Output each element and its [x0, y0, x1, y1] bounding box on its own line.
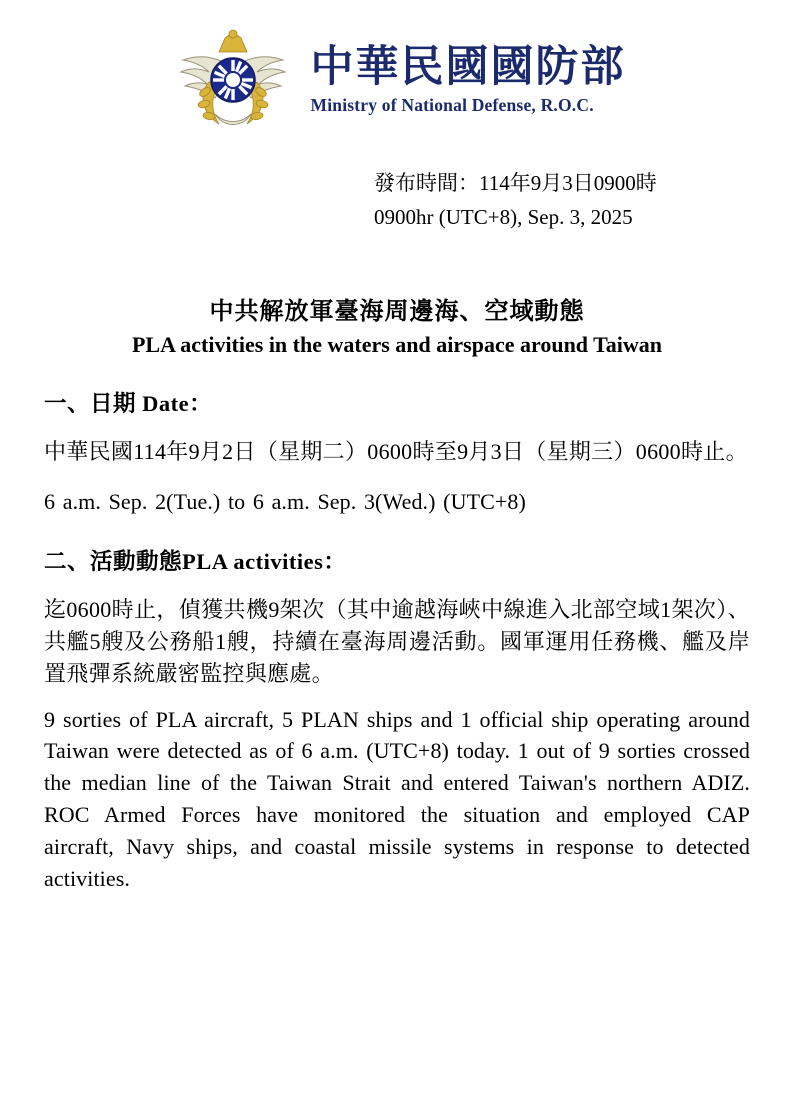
section-activities: [44, 544, 750, 895]
ministry-name-zh: 中華民國國防部: [310, 43, 626, 91]
masthead: [44, 0, 750, 136]
section-date-heading: 一、日期 Date：: [44, 391, 213, 417]
page-title: [44, 296, 750, 360]
release-time-block: [44, 166, 750, 234]
section-date: [44, 386, 750, 518]
page-title-zh: 中共解放軍臺海周邊海、空域動態: [209, 299, 585, 326]
mnd-roc-emblem-icon: [169, 28, 297, 136]
ministry-name-en: Ministry of National Defense, R.O.C.: [310, 95, 594, 116]
section-activities-text-zh: 迄0600時止，偵獲共機9架次（其中逾越海峽中線進入北部空域1架次）、共艦5艘及公務船1艘，持續在臺海周邊活動。國軍運用任務機、艦及岸置飛彈系統嚴密監控與應處。: [44, 596, 750, 686]
section-date-text-en: 6 a.m. Sep. 2(Tue.) to 6 a.m. Sep. 3(Wed.) (UTC+8): [44, 489, 526, 514]
release-time-zh: 發布時間：114年9月3日0900時: [374, 171, 657, 195]
release-time-en: 0900hr (UTC+8), Sep. 3, 2025: [374, 205, 633, 230]
ministry-names: [311, 44, 626, 120]
section-activities-heading: 二、活動動態PLA activities：: [44, 548, 347, 574]
page-title-en: PLA activities in the waters and airspace around Taiwan: [131, 332, 663, 358]
section-activities-text-en: 9 sorties of PLA aircraft, 5 PLAN ships and 1 official ship operating around Taiwan were detected as of 6 a.m. (UTC+8) today. 1 out of 9 sorties crossed the median line of the Taiwan Strait and entered Taiwan's northern ADIZ. ROC Armed Forces have monitored the situation and employed CAP aircraft, Navy ships, and coastal missile systems in response to detected activities.: [44, 706, 750, 892]
section-date-text-zh: 中華民國114年9月2日（星期二）0600時至9月3日（星期三）0600時止。: [44, 439, 748, 465]
